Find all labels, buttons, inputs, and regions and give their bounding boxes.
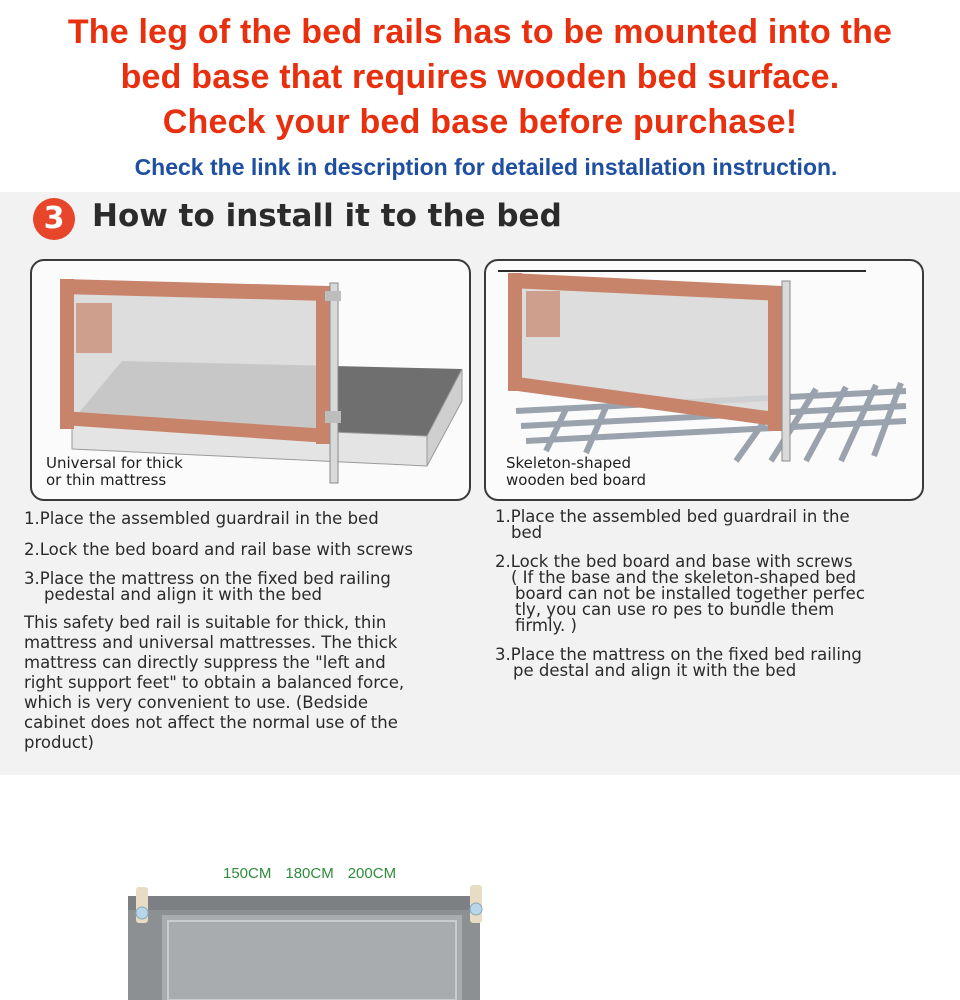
product-preview (0, 775, 960, 1000)
left-caption-line-2: or thin mattress (46, 471, 167, 489)
suitability-line-7: product) (24, 733, 94, 752)
rail-top-bar (128, 896, 480, 910)
warning-line-3: Check your bed base before purchase! (162, 103, 798, 141)
rail-left-post (60, 279, 74, 429)
rail-pocket (76, 303, 112, 353)
right-step-2: 2.Lock the bed board and base with screws (495, 552, 853, 571)
right-caption-line-2: wooden bed board (506, 471, 647, 489)
instructions-heading: How to install it to the bed (92, 198, 562, 234)
left-step-2: 2.Lock the bed board and rail base with screws (24, 540, 413, 559)
warning-line-2: bed base that requires wooden bed surface. (120, 58, 840, 96)
rail-mesh (162, 915, 462, 1000)
right-step-2-note-1: ( If the base and the skeleton-shaped bed (511, 568, 857, 587)
size-150cm: 150CM (223, 865, 272, 882)
right-caption-line-1: Skeleton-shaped (506, 454, 632, 472)
rail-pocket (526, 291, 560, 337)
slatted-bed-illustration (484, 259, 924, 501)
suitability-line-5: which is very convenient to use. (Bedside (24, 693, 369, 712)
suitability-line-1: This safety bed rail is suitable for thick, thin (24, 613, 387, 632)
suitability-line-6: cabinet does not affect the normal use of the (24, 713, 398, 732)
support-leg (782, 281, 790, 461)
installation-link-note: Check the link in description for detailed installation instruction. (134, 154, 838, 180)
suitability-line-4: right support feet" to obtain a balanced force, (24, 673, 405, 692)
right-step-1: 1.Place the assembled bed guardrail in the (495, 507, 850, 526)
suitability-line-3: mattress can directly suppress the "left and (24, 653, 386, 672)
warning-line-1: The leg of the bed rails has to be mounted into the (67, 13, 893, 51)
warning-banner (0, 0, 960, 190)
left-caption-line-1: Universal for thick (46, 454, 183, 472)
left-step-1: 1.Place the assembled guardrail in the bed (24, 509, 379, 528)
left-step-3: 3.Place the mattress on the fixed bed railing (24, 569, 391, 588)
suitability-line-2: mattress and universal mattresses. The thick (24, 633, 398, 652)
right-step-2-note-2: board can not be installed together perfec (515, 584, 865, 603)
right-step-3-cont: pe destal and align it with the bed (513, 661, 797, 680)
step-number-badge: 3 (33, 198, 75, 240)
mattress-bed-illustration (30, 259, 471, 501)
right-step-2-note-3: tly, you can use ro pes to bundle them (515, 600, 835, 619)
installation-instructions (0, 192, 960, 775)
rail-right-post (768, 286, 782, 431)
size-200cm: 200CM (347, 865, 397, 882)
rail-left-post (508, 273, 522, 391)
right-step-1-cont: bed (511, 523, 543, 542)
right-step-3: 3.Place the mattress on the fixed bed railing (495, 645, 862, 664)
size-180cm: 180CM (285, 865, 334, 882)
left-step-3-cont: pedestal and align it with the bed (44, 585, 322, 604)
gray-bed-rail-photo (0, 775, 960, 1000)
support-leg (330, 283, 338, 483)
right-step-2-note-4: firmly. ) (515, 616, 577, 635)
